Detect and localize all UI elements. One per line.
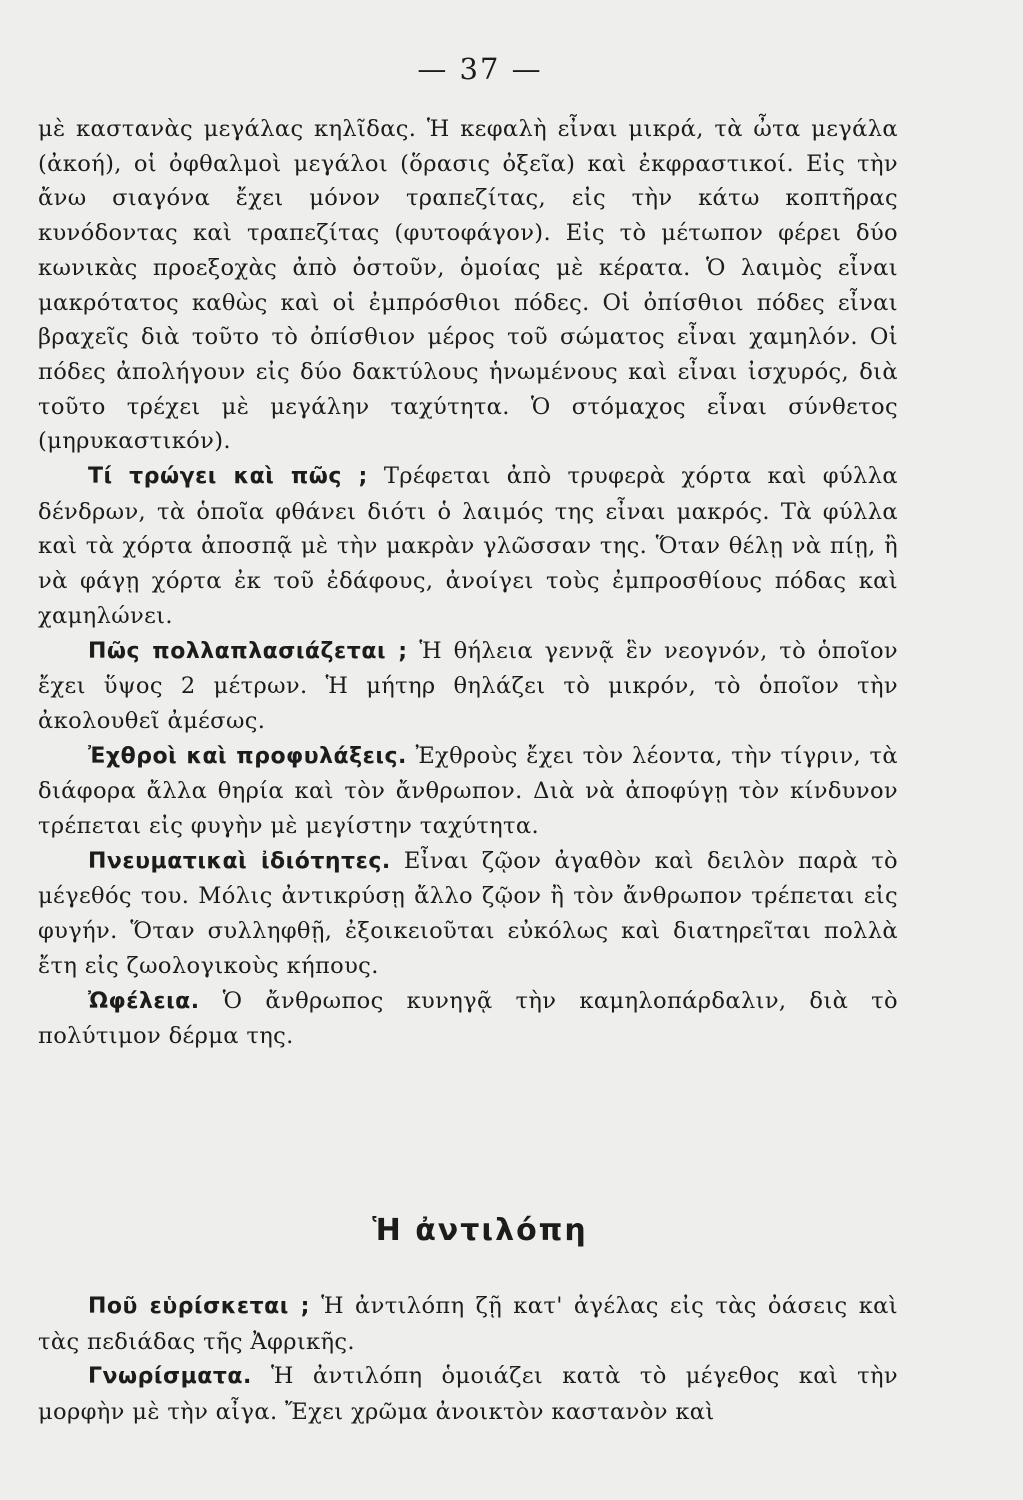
paragraph-text: Ὁ ἄνθρωπος κυνηγᾷ τὴν καμηλοπάρδαλιν, διὰ τὸ πολύτιμον δέρμα της. — [38, 987, 898, 1050]
paragraph-heading: Πνευματικαὶ ἰδιότητες. — [88, 848, 391, 874]
paragraph-heading: Τί τρώγει καὶ πῶς ; — [88, 464, 368, 490]
paragraph-reproduction — [38, 634, 898, 739]
giraffe-section-body — [38, 112, 898, 1054]
paragraph-heading: Γνωρίσματα. — [88, 1364, 252, 1390]
paragraph-text: Ἡ θήλεια γεννᾷ ἓν νεογνόν, τὸ ὁποῖον ἔχει ὕψος 2 μέτρων. Ἡ μήτηρ θηλάζει τὸ μικρόν, τὸ ὁποῖον τὴν ἀκολουθεῖ ἀμέσως. — [38, 637, 898, 734]
paragraph-text: Ἡ ἀντιλόπη ὁμοιάζει κατὰ τὸ μέγεθος καὶ τὴν μορφὴν μὲ τὴν αἶγα. Ἔχει χρῶμα ἀνοικτὸν καστανὸν καὶ — [38, 1363, 898, 1426]
paragraph-text: Ἡ ἀντιλόπη ζῇ κατ' ἀγέλας εἰς τὰς ὀάσεις καὶ τὰς πεδιάδας τῆς Ἀφρικῆς. — [38, 1293, 898, 1355]
paragraph-continuation — [38, 112, 898, 459]
paragraph-heading: Πῶς πολλαπλασιάζεται ; — [88, 638, 408, 664]
paragraph-characteristics — [38, 1359, 898, 1429]
page-number: — 37 — — [417, 52, 543, 86]
paragraph-heading: Ὠφέλεια. — [88, 988, 200, 1014]
paragraph-text: Τρέφεται ἀπὸ τρυφερὰ χόρτα καὶ φύλλα δένδρων, τὰ ὁποῖα φθάνει διότι ὁ λαιμός της εἶναι μακρός. Τὰ φύλλα καὶ τὰ χόρτα ἀποσπᾷ μὲ τὴν μακρὰν γλῶσσαν της. Ὅταν θέλῃ νὰ πίῃ, ἢ νὰ φάγῃ χόρτα ἐκ τοῦ ἐδάφους, ἀνοίγει τοὺς ἐμπροσθίους πόδας καὶ χαμηλώνει. — [38, 463, 898, 629]
paragraph-heading: Ποῦ εὑρίσκεται ; — [88, 1294, 310, 1319]
paragraph-enemies — [38, 739, 898, 844]
paragraph-text: Εἶναι ζῷον ἀγαθὸν καὶ δειλὸν παρὰ τὸ μέγεθός του. Μόλις ἀντικρύσῃ ἄλλο ζῷον ἢ τὸν ἄνθρωπον τρέπεται εἰς φυγήν. Ὅταν συλληφθῇ, ἐξοικειοῦται εὐκόλως καὶ διατηρεῖται πολλὰ ἔτη εἰς ζωολογικοὺς κήπους. — [38, 847, 898, 979]
paragraph-text: Ἐχθροὺς ἔχει τὸν λέοντα, τὴν τίγριν, τὰ διάφορα ἄλλα θηρία καὶ τὸν ἄνθρωπον. Διὰ νὰ ἀποφύγῃ τὸν κίνδυνον τρέπεται εἰς φυγὴν μὲ μεγίστην ταχύτητα. — [38, 742, 899, 840]
antelope-section-body — [38, 1289, 898, 1430]
paragraph-text: μὲ καστανὰς μεγάλας κηλῖδας. Ἡ κεφαλὴ εἶναι μικρά, τὰ ὦτα μεγάλα (ἀκοή), οἱ ὀφθαλμοὶ μεγάλοι (ὅρασις ὀξεῖα) καὶ ἐκφραστικοί. Εἰς τὴν ἄνω σιαγόνα ἔχει μόνον τραπεζίτας, εἰς τὴν κάτω κοπτῆρας κυνόδοντας καὶ τραπεζίτας (φυτοφάγον). Εἰς τὸ μέτωπον φέρει δύο κωνικὰς προεξοχὰς ἀπὸ ὀστοῦν, ὁμοίας μὲ κέρατα. Ὁ λαιμὸς εἶναι μακρότατος καθὼς καὶ οἱ ἐμπρόσθιοι πόδες. Οἱ ὀπίσθιοι πόδες εἶναι βραχεῖς διὰ τοῦτο τὸ ὀπίσθιον μέρος τοῦ σώματος εἶναι χαμηλόν. Οἱ πόδες ἀπολήγουν εἰς δύο δακτύλους ἡνωμένους καὶ εἶναι ἰσχυρός, διὰ τοῦτο τρέχει μὲ μεγάλην ταχύτητα. Ὁ στόμαχος εἶναι σύνθετος (μηρυκαστικόν). — [38, 116, 898, 455]
paragraph-mental-traits — [38, 844, 898, 984]
section-title: Ἡ ἀντιλόπη — [372, 1213, 588, 1248]
paragraph-habitat — [38, 1289, 898, 1359]
paragraph-what-it-eats — [38, 459, 898, 634]
paragraph-usefulness — [38, 984, 898, 1054]
paragraph-heading: Ἐχθροὶ καὶ προφυλάξεις. — [88, 743, 407, 769]
